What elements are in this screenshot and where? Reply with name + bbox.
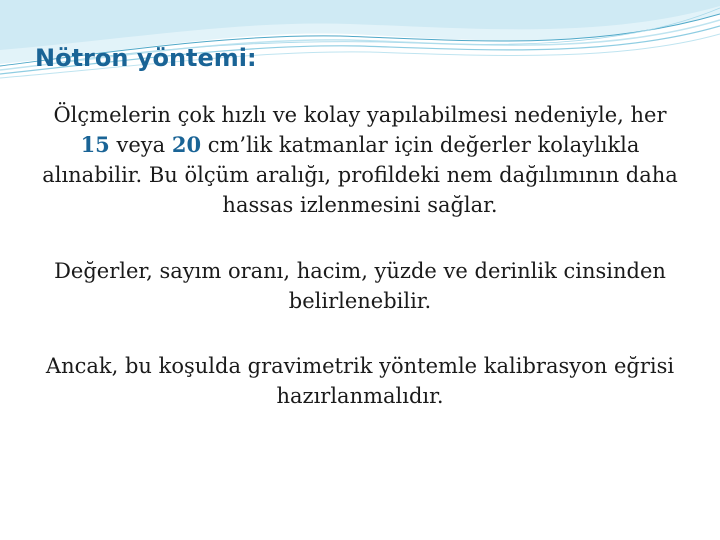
layer-depth-15: 15 — [80, 132, 110, 157]
paragraph-measurement-speed — [40, 100, 680, 220]
slide-title: Nötron yöntemi: — [35, 44, 257, 72]
slide-body — [40, 100, 680, 411]
paragraph-1-text-c: cm’lik katmanlar için değerler kolaylıkla alınabilir. Bu ölçüm aralığı, profildeki nem dağılımının daha hassas izlenmesini sağlar. — [42, 133, 678, 217]
paragraph-1-text-b: veya — [109, 133, 172, 157]
paragraph-1-text-a: Ölçmelerin çok hızlı ve kolay yapılabilmesi nedeniyle, her — [53, 103, 667, 127]
paragraph-units: Değerler, sayım oranı, hacim, yüzde ve derinlik cinsinden belirlenebilir. — [54, 259, 666, 313]
paragraph-calibration: Ancak, bu koşulda gravimetrik yöntemle kalibrasyon eğrisi hazırlanmalıdır. — [45, 354, 675, 408]
layer-depth-20: 20 — [171, 132, 202, 157]
